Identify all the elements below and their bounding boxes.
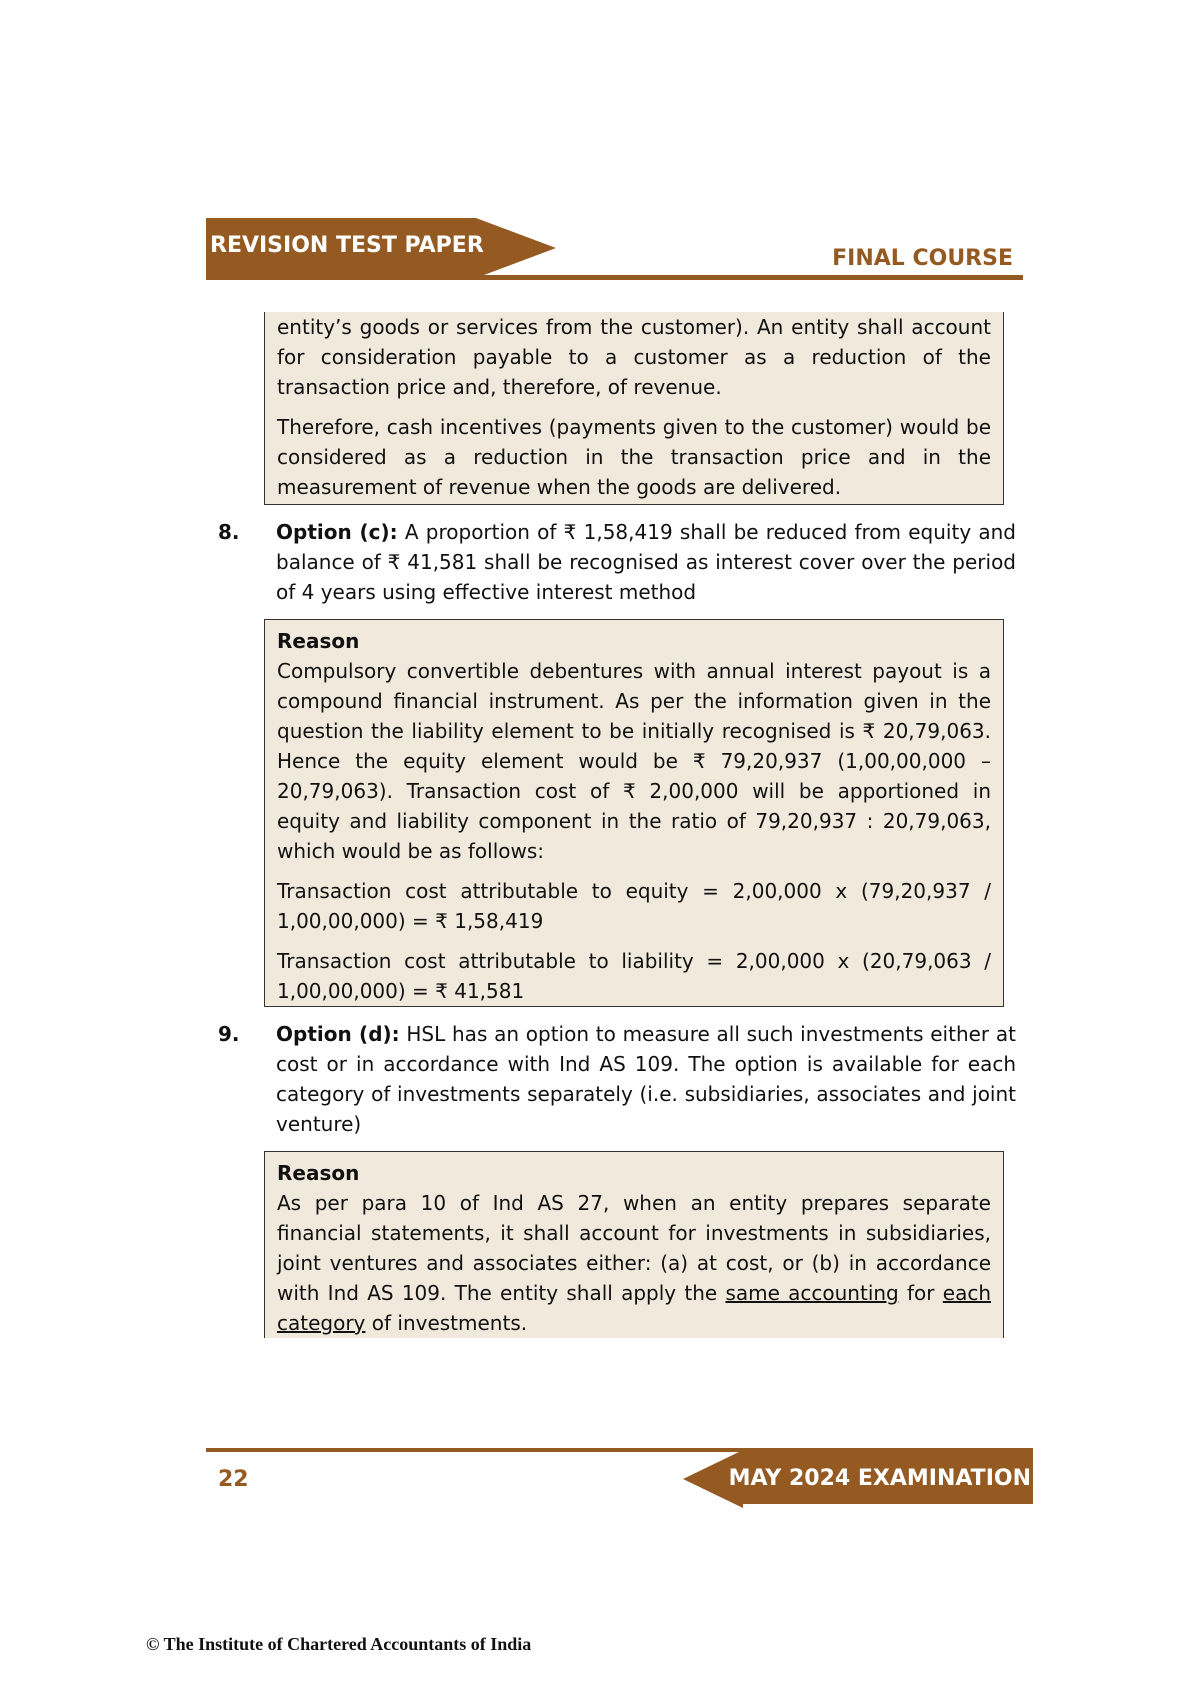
header-title: REVISION TEST PAPER	[210, 233, 484, 258]
question-8-answer	[276, 517, 1016, 607]
page-content	[206, 312, 1032, 1352]
question-9-option: Option (d):	[276, 1022, 400, 1046]
reason-box-continued	[264, 312, 1004, 505]
reason-8-paragraph-2: Transaction cost attributable to equity = 2,00,000 x (79,20,937 / 1,00,00,000) = ₹ 1,58,419	[277, 879, 991, 933]
reason-9-text-c: of investments.	[365, 1311, 528, 1335]
question-8-option: Option (c):	[276, 520, 398, 544]
continued-paragraph-1: entity’s goods or services from the customer). An entity shall account for consideration payable to a customer as a reduction of the transaction price and, therefore, of revenue.	[277, 315, 991, 399]
reason-9-text-b: for	[898, 1281, 943, 1305]
question-8	[206, 517, 1032, 607]
question-8-answer-text: A proportion of ₹ 1,58,419 shall be reduced from equity and balance of ₹ 41,581 shall be recognised as interest cover over the period of 4 years using effective interest method	[276, 520, 1016, 604]
reason-heading-9: Reason	[277, 1161, 360, 1185]
question-8-number: 8.	[218, 520, 240, 544]
question-9	[206, 1019, 1032, 1139]
question-9-answer-text: HSL has an option to measure all such investments either at cost or in accordance with Ind AS 109. The option is available for each category of investments separately (i.e. subsidiaries, associates and joint venture)	[276, 1022, 1016, 1136]
question-9-answer	[276, 1019, 1016, 1139]
header-arrow-shape	[476, 218, 556, 278]
reason-8-paragraph-3: Transaction cost attributable to liability = 2,00,000 x (20,79,063 / 1,00,00,000) = ₹ 41,581	[277, 949, 991, 1003]
course-title: FINAL COURSE	[832, 246, 1013, 271]
reason-box-8	[264, 619, 1004, 1007]
reason-heading-8: Reason	[277, 629, 360, 653]
page-number: 22	[218, 1467, 249, 1492]
exam-label: MAY 2024 EXAMINATION	[728, 1466, 1031, 1491]
reason-8-paragraph-1: Compulsory convertible debentures with annual interest payout is a compound financial instrument. As per the information given in the question the liability element to be initially recognised is ₹ 20,79,063. Hence the equity element would be ₹ 79,20,937 (1,00,00,000 – 20,79,063). Transaction cost of ₹ 2,00,000 will be apportioned in equity and liability component in the ratio of 79,20,937 : 20,79,063, which would be as follows:	[277, 659, 991, 863]
reason-9-underline-1: same accounting	[725, 1281, 899, 1305]
reason-9-underline-2: each category	[277, 1281, 991, 1335]
reason-box-9	[264, 1151, 1004, 1338]
copyright-notice: © The Institute of Chartered Accountants of India	[146, 1634, 532, 1654]
reason-9-paragraph	[277, 1188, 991, 1338]
question-9-number: 9.	[218, 1022, 240, 1046]
header-rule	[206, 275, 1023, 280]
reason-9-text-a: As per para 10 of Ind AS 27, when an entity prepares separate financial statements, it shall account for investments in subsidiaries, joint ventures and associates either: (a) at cost, or (b) in accordance with Ind AS 109. The entity shall apply the	[277, 1191, 991, 1305]
continued-paragraph-2: Therefore, cash incentives (payments given to the customer) would be considered as a reduction in the transaction price and in the measurement of revenue when the goods are delivered.	[277, 415, 991, 499]
